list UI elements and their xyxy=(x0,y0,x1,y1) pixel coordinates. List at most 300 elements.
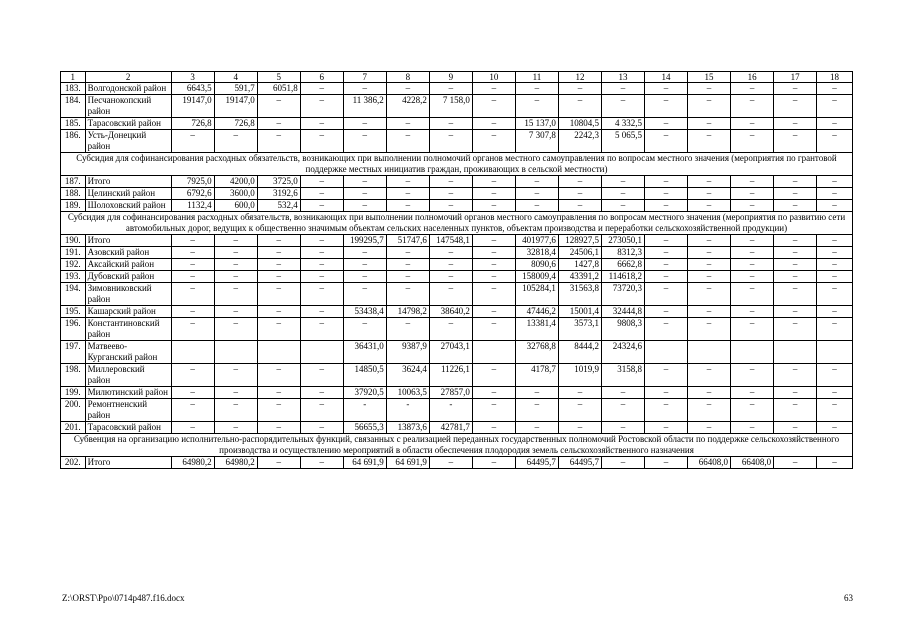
value-cell: – xyxy=(688,259,731,271)
district-name-cell: Милютинский район xyxy=(85,387,171,399)
value-cell: 14798,2 xyxy=(386,306,429,318)
row-number-cell: 194. xyxy=(61,283,86,306)
value-cell: 19147,0 xyxy=(214,95,257,118)
value-cell: 13381,4 xyxy=(515,318,558,341)
value-cell: – xyxy=(386,318,429,341)
value-cell: 31563,8 xyxy=(558,283,601,306)
table-row xyxy=(61,95,853,118)
value-cell: – xyxy=(644,271,687,283)
value-cell: 147548,1 xyxy=(429,235,472,247)
section-title: Субвенция на организацию исполнительно-распорядительных функций, связанных с реализацией переданных государственных полномочий Ростовской области по поддержке сельскохозяйственного производства и осуществлению мероприятий в области обеспечения плодородия земель сельскохозяйственного назначения xyxy=(61,434,853,457)
value-cell: – xyxy=(472,95,515,118)
value-cell: – xyxy=(171,306,214,318)
value-cell: – xyxy=(300,364,343,387)
value-cell: – xyxy=(300,118,343,130)
column-header-cell: 8 xyxy=(386,72,429,83)
value-cell xyxy=(774,341,817,364)
value-cell: 10063,5 xyxy=(386,387,429,399)
value-cell: – xyxy=(472,422,515,434)
value-cell: 66408,0 xyxy=(688,457,731,469)
district-name-cell: Миллеровский район xyxy=(85,364,171,387)
value-cell: – xyxy=(171,271,214,283)
column-header-cell: 13 xyxy=(601,72,644,83)
value-cell: 24506,1 xyxy=(558,247,601,259)
value-cell: – xyxy=(515,422,558,434)
column-header-cell: 1 xyxy=(61,72,86,83)
value-cell: – xyxy=(774,130,817,153)
value-cell: – xyxy=(731,95,774,118)
value-cell: – xyxy=(300,176,343,188)
value-cell: – xyxy=(515,176,558,188)
footer-page-number: 63 xyxy=(844,593,853,603)
district-name-cell: Тарасовский район xyxy=(85,118,171,130)
table-row xyxy=(61,247,853,259)
value-cell: – xyxy=(515,188,558,200)
value-cell: 5 065,5 xyxy=(601,130,644,153)
value-cell: – xyxy=(774,457,817,469)
value-cell: – xyxy=(774,235,817,247)
column-header-cell: 3 xyxy=(171,72,214,83)
table-row xyxy=(61,283,853,306)
value-cell: 64 691,9 xyxy=(343,457,386,469)
value-cell: – xyxy=(214,318,257,341)
table-body xyxy=(61,72,853,469)
value-cell: – xyxy=(817,318,853,341)
value-cell: – xyxy=(214,364,257,387)
value-cell: – xyxy=(171,387,214,399)
value-cell: – xyxy=(688,399,731,422)
value-cell: 3192,6 xyxy=(257,188,300,200)
row-number-cell: 191. xyxy=(61,247,86,259)
table-row xyxy=(61,83,853,95)
row-number-cell: 193. xyxy=(61,271,86,283)
value-cell: – xyxy=(558,200,601,212)
value-cell: – xyxy=(688,318,731,341)
value-cell: – xyxy=(386,247,429,259)
value-cell: 401977,6 xyxy=(515,235,558,247)
value-cell: – xyxy=(731,318,774,341)
row-number-cell: 183. xyxy=(61,83,86,95)
value-cell: – xyxy=(343,188,386,200)
value-cell: 3158,8 xyxy=(601,364,644,387)
value-cell xyxy=(731,341,774,364)
value-cell: – xyxy=(558,399,601,422)
value-cell: – xyxy=(817,422,853,434)
value-cell: – xyxy=(300,200,343,212)
value-cell: – xyxy=(601,399,644,422)
value-cell: – xyxy=(257,457,300,469)
value-cell: – xyxy=(214,399,257,422)
value-cell: – xyxy=(731,200,774,212)
value-cell: – xyxy=(817,387,853,399)
value-cell: – xyxy=(644,259,687,271)
column-header-cell: 9 xyxy=(429,72,472,83)
value-cell: – xyxy=(644,95,687,118)
value-cell: 38640,2 xyxy=(429,306,472,318)
value-cell xyxy=(300,341,343,364)
value-cell: – xyxy=(731,387,774,399)
value-cell: – xyxy=(774,83,817,95)
value-cell: – xyxy=(688,118,731,130)
row-number-cell: 190. xyxy=(61,235,86,247)
value-cell: – xyxy=(429,200,472,212)
value-cell: 3725,0 xyxy=(257,176,300,188)
column-header-cell: 11 xyxy=(515,72,558,83)
value-cell: – xyxy=(817,176,853,188)
value-cell: – xyxy=(300,271,343,283)
value-cell: – xyxy=(644,457,687,469)
value-cell: – xyxy=(472,283,515,306)
value-cell: – xyxy=(214,422,257,434)
row-number-cell: 195. xyxy=(61,306,86,318)
value-cell: – xyxy=(171,259,214,271)
value-cell: – xyxy=(515,399,558,422)
row-number-cell: 188. xyxy=(61,188,86,200)
value-cell: – xyxy=(558,188,601,200)
value-cell: – xyxy=(300,235,343,247)
value-cell: – xyxy=(429,176,472,188)
table-row xyxy=(61,364,853,387)
value-cell: – xyxy=(515,95,558,118)
value-cell: – xyxy=(472,364,515,387)
value-cell xyxy=(171,341,214,364)
value-cell: 37920,5 xyxy=(343,387,386,399)
value-cell: – xyxy=(300,399,343,422)
value-cell: 2242,3 xyxy=(558,130,601,153)
value-cell: – xyxy=(257,259,300,271)
value-cell: 726,8 xyxy=(214,118,257,130)
value-cell: 1019,9 xyxy=(558,364,601,387)
value-cell: – xyxy=(472,306,515,318)
value-cell: – xyxy=(472,271,515,283)
value-cell: – xyxy=(774,188,817,200)
value-cell: – xyxy=(644,318,687,341)
value-cell: – xyxy=(774,118,817,130)
value-cell: – xyxy=(214,306,257,318)
value-cell: – xyxy=(429,247,472,259)
value-cell xyxy=(214,341,257,364)
value-cell: – xyxy=(688,422,731,434)
value-cell: – xyxy=(731,422,774,434)
value-cell: 532,4 xyxy=(257,200,300,212)
column-number-header-row xyxy=(61,72,853,83)
value-cell: – xyxy=(171,399,214,422)
value-cell: – xyxy=(731,118,774,130)
value-cell: 56655,3 xyxy=(343,422,386,434)
value-cell: – xyxy=(558,83,601,95)
value-cell: – xyxy=(601,422,644,434)
value-cell: 7925,0 xyxy=(171,176,214,188)
value-cell: – xyxy=(817,200,853,212)
value-cell: 11 386,2 xyxy=(343,95,386,118)
value-cell: – xyxy=(731,130,774,153)
value-cell: – xyxy=(472,188,515,200)
value-cell: – xyxy=(774,259,817,271)
value-cell: 9808,3 xyxy=(601,318,644,341)
value-cell: – xyxy=(644,399,687,422)
table-row xyxy=(61,271,853,283)
column-header-cell: 15 xyxy=(688,72,731,83)
row-number-cell: 187. xyxy=(61,176,86,188)
value-cell: – xyxy=(644,130,687,153)
value-cell: – xyxy=(731,271,774,283)
district-name-cell: Дубовский район xyxy=(85,271,171,283)
value-cell: – xyxy=(343,176,386,188)
value-cell: 3600,0 xyxy=(214,188,257,200)
value-cell: 1132,4 xyxy=(171,200,214,212)
value-cell: – xyxy=(472,200,515,212)
section-title: Субсидия для софинансирования расходных обязательств, возникающих при выполнении полномочий органов местного самоуправления по вопросам местного значения (мероприятия по грантовой поддержке местных инициатив граждан, проживающих в сельской местности) xyxy=(61,153,853,176)
value-cell: – xyxy=(644,422,687,434)
value-cell: – xyxy=(257,283,300,306)
value-cell: – xyxy=(429,188,472,200)
data-table xyxy=(60,71,853,469)
value-cell: – xyxy=(817,283,853,306)
row-number-cell: 202. xyxy=(61,457,86,469)
value-cell xyxy=(817,341,853,364)
value-cell: – xyxy=(688,176,731,188)
value-cell: 36431,0 xyxy=(343,341,386,364)
value-cell: 158009,4 xyxy=(515,271,558,283)
value-cell: – xyxy=(515,200,558,212)
value-cell: 10804,5 xyxy=(558,118,601,130)
district-name-cell: Итого xyxy=(85,176,171,188)
value-cell: 43391,2 xyxy=(558,271,601,283)
value-cell: – xyxy=(601,387,644,399)
value-cell: – xyxy=(386,271,429,283)
value-cell: – xyxy=(644,176,687,188)
value-cell: 32768,8 xyxy=(515,341,558,364)
value-cell: – xyxy=(300,247,343,259)
row-number-cell: 189. xyxy=(61,200,86,212)
value-cell: – xyxy=(731,399,774,422)
value-cell: – xyxy=(214,247,257,259)
value-cell: – xyxy=(171,422,214,434)
value-cell: – xyxy=(300,95,343,118)
value-cell: – xyxy=(817,457,853,469)
value-cell: 15 137,0 xyxy=(515,118,558,130)
value-cell: 128927,5 xyxy=(558,235,601,247)
value-cell: - xyxy=(343,399,386,422)
value-cell: 114618,2 xyxy=(601,271,644,283)
value-cell: 7 158,0 xyxy=(429,95,472,118)
value-cell: – xyxy=(214,271,257,283)
value-cell: – xyxy=(214,387,257,399)
value-cell xyxy=(472,341,515,364)
value-cell: – xyxy=(817,83,853,95)
table-row xyxy=(61,176,853,188)
table-row xyxy=(61,387,853,399)
district-name-cell: Усть-Донецкий район xyxy=(85,130,171,153)
district-name-cell: Тарасовский район xyxy=(85,422,171,434)
value-cell: – xyxy=(644,83,687,95)
row-number-cell: 185. xyxy=(61,118,86,130)
value-cell: – xyxy=(257,118,300,130)
value-cell: 6643,5 xyxy=(171,83,214,95)
value-cell: – xyxy=(774,364,817,387)
value-cell: – xyxy=(257,95,300,118)
value-cell: – xyxy=(386,283,429,306)
row-number-cell: 184. xyxy=(61,95,86,118)
value-cell: 32818,4 xyxy=(515,247,558,259)
table-row xyxy=(61,188,853,200)
value-cell: – xyxy=(472,247,515,259)
value-cell: – xyxy=(644,200,687,212)
value-cell: – xyxy=(688,247,731,259)
value-cell: – xyxy=(472,235,515,247)
section-header-row xyxy=(61,212,853,235)
value-cell: – xyxy=(300,306,343,318)
value-cell: – xyxy=(774,306,817,318)
value-cell: – xyxy=(601,83,644,95)
value-cell: – xyxy=(774,422,817,434)
value-cell: – xyxy=(429,271,472,283)
district-name-cell: Целинский район xyxy=(85,188,171,200)
value-cell: 7 307,8 xyxy=(515,130,558,153)
value-cell: – xyxy=(731,176,774,188)
value-cell: – xyxy=(429,118,472,130)
value-cell: – xyxy=(300,457,343,469)
value-cell: 105284,1 xyxy=(515,283,558,306)
value-cell: 14850,5 xyxy=(343,364,386,387)
value-cell: 64495,7 xyxy=(515,457,558,469)
value-cell: – xyxy=(257,271,300,283)
value-cell: – xyxy=(731,259,774,271)
value-cell: – xyxy=(817,235,853,247)
row-number-cell: 201. xyxy=(61,422,86,434)
value-cell: – xyxy=(731,188,774,200)
value-cell: – xyxy=(688,200,731,212)
value-cell: – xyxy=(429,83,472,95)
value-cell: 273050,1 xyxy=(601,235,644,247)
value-cell: – xyxy=(774,387,817,399)
value-cell: – xyxy=(343,318,386,341)
value-cell: – xyxy=(644,235,687,247)
value-cell: – xyxy=(343,259,386,271)
value-cell: – xyxy=(601,188,644,200)
value-cell: – xyxy=(429,283,472,306)
value-cell: – xyxy=(386,130,429,153)
value-cell: 64980,2 xyxy=(214,457,257,469)
value-cell: – xyxy=(429,259,472,271)
column-header-cell: 16 xyxy=(731,72,774,83)
section-header-row xyxy=(61,434,853,457)
section-header-row xyxy=(61,153,853,176)
table-row xyxy=(61,341,853,364)
value-cell: – xyxy=(688,364,731,387)
value-cell: – xyxy=(688,283,731,306)
value-cell: 13873,6 xyxy=(386,422,429,434)
value-cell: – xyxy=(214,130,257,153)
row-number-cell: 192. xyxy=(61,259,86,271)
value-cell: 8312,3 xyxy=(601,247,644,259)
value-cell: – xyxy=(472,130,515,153)
value-cell: – xyxy=(688,306,731,318)
value-cell: 27857,0 xyxy=(429,387,472,399)
table-row xyxy=(61,399,853,422)
district-name-cell: Шолоховский район xyxy=(85,200,171,212)
value-cell: – xyxy=(171,364,214,387)
value-cell: 19147,0 xyxy=(171,95,214,118)
value-cell: – xyxy=(688,235,731,247)
value-cell: – xyxy=(688,83,731,95)
value-cell: – xyxy=(644,387,687,399)
value-cell: – xyxy=(257,399,300,422)
value-cell: 6792,6 xyxy=(171,188,214,200)
value-cell: – xyxy=(300,422,343,434)
value-cell: 600,0 xyxy=(214,200,257,212)
value-cell: – xyxy=(472,399,515,422)
district-name-cell: Азовский район xyxy=(85,247,171,259)
value-cell: - xyxy=(386,399,429,422)
value-cell: – xyxy=(644,283,687,306)
value-cell: – xyxy=(257,247,300,259)
value-cell xyxy=(644,341,687,364)
value-cell: – xyxy=(386,200,429,212)
value-cell: – xyxy=(774,399,817,422)
value-cell: 9387,9 xyxy=(386,341,429,364)
row-number-cell: 200. xyxy=(61,399,86,422)
value-cell: – xyxy=(774,200,817,212)
column-header-cell: 14 xyxy=(644,72,687,83)
value-cell: – xyxy=(300,130,343,153)
value-cell: – xyxy=(644,188,687,200)
value-cell: – xyxy=(429,130,472,153)
district-name-cell: Кашарский район xyxy=(85,306,171,318)
value-cell: – xyxy=(472,176,515,188)
value-cell: – xyxy=(257,364,300,387)
value-cell: 51747,6 xyxy=(386,235,429,247)
value-cell: – xyxy=(817,130,853,153)
value-cell: – xyxy=(472,387,515,399)
value-cell: – xyxy=(817,364,853,387)
district-name-cell: Песчанокопский район xyxy=(85,95,171,118)
value-cell: – xyxy=(472,118,515,130)
value-cell: 4178,7 xyxy=(515,364,558,387)
value-cell: – xyxy=(300,318,343,341)
column-header-cell: 6 xyxy=(300,72,343,83)
table-row xyxy=(61,118,853,130)
value-cell: - xyxy=(429,399,472,422)
value-cell: – xyxy=(386,259,429,271)
column-header-cell: 5 xyxy=(257,72,300,83)
value-cell: 3624,4 xyxy=(386,364,429,387)
table-row xyxy=(61,318,853,341)
value-cell: – xyxy=(472,457,515,469)
column-header-cell: 2 xyxy=(85,72,171,83)
value-cell: – xyxy=(343,130,386,153)
row-number-cell: 198. xyxy=(61,364,86,387)
value-cell xyxy=(688,341,731,364)
district-name-cell: Волгодонской район xyxy=(85,83,171,95)
value-cell xyxy=(257,341,300,364)
value-cell: – xyxy=(300,188,343,200)
row-number-cell: 197. xyxy=(61,341,86,364)
value-cell: – xyxy=(171,235,214,247)
table-row xyxy=(61,259,853,271)
value-cell: – xyxy=(171,130,214,153)
value-cell: 1427,8 xyxy=(558,259,601,271)
value-cell: – xyxy=(774,318,817,341)
value-cell: – xyxy=(817,259,853,271)
value-cell: – xyxy=(343,83,386,95)
value-cell: – xyxy=(688,271,731,283)
value-cell: – xyxy=(343,118,386,130)
value-cell: – xyxy=(731,364,774,387)
table-row xyxy=(61,422,853,434)
value-cell: – xyxy=(644,306,687,318)
column-header-cell: 17 xyxy=(774,72,817,83)
